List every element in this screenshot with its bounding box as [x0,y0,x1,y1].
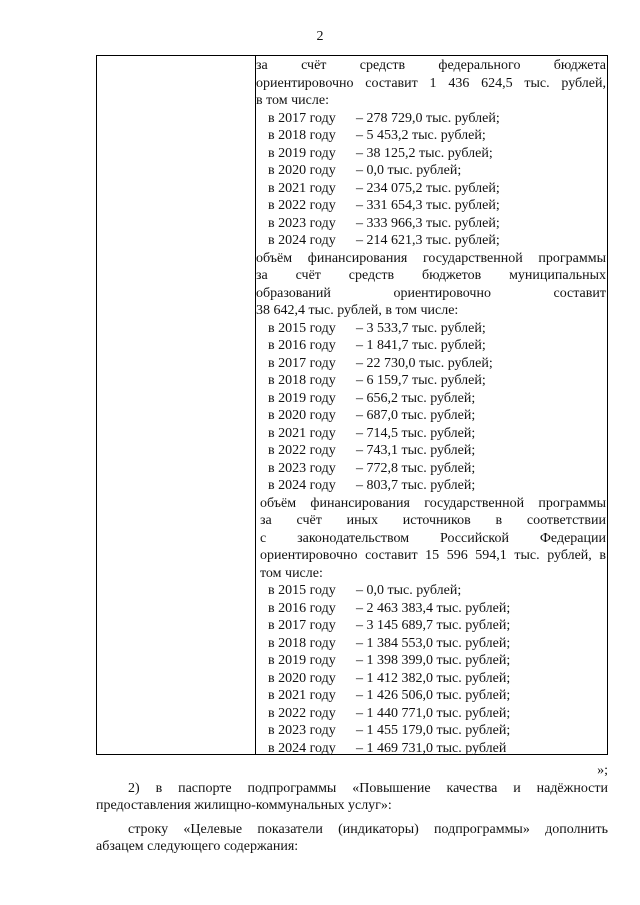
year-amount: – 1 440 771,0 тыс. рублей; [356,705,511,721]
funding-year-row [256,442,606,460]
funding-year-row [256,232,606,250]
year-label: в 2016 году [268,600,336,616]
year-label: в 2022 году [268,443,336,458]
other-year-list [256,582,606,757]
funding-year-row [256,162,606,180]
paragraph2-line-1: строку «Целевые показатели (индикаторы) подпрограммы» дополнить [128,822,608,837]
table-right-cell [256,57,606,757]
year-label: в 2017 году [268,110,336,126]
funding-year-row [256,582,606,600]
paragraph2-line-2: абзацем следующего содержания: [96,839,299,854]
funding-year-row [256,320,606,338]
closing-quote: »; [597,763,608,778]
year-amount: – 38 125,2 тыс. рублей; [356,145,493,161]
year-amount: – 656,2 тыс. рублей; [356,390,476,406]
funding-year-row [256,722,606,740]
paragraph-subprogram-passport [96,780,608,814]
year-label: в 2018 году [268,635,336,651]
funding-year-row [256,477,606,495]
year-label: в 2022 году [268,198,336,213]
year-label: в 2020 году [268,408,336,423]
funding-year-row [256,687,606,705]
funding-year-row [256,617,606,635]
year-amount: – 2 463 383,4 тыс. рублей; [356,600,511,616]
year-label: в 2015 году [268,320,336,336]
other-line-1: объём финансирования государственной программы [260,495,606,511]
year-label: в 2021 году [268,688,336,703]
year-amount: – 772,8 тыс. рублей; [356,460,476,476]
year-label: в 2023 году [268,723,336,738]
year-label: в 2024 году [268,478,336,493]
year-label: в 2018 году [268,373,336,388]
federal-line-3: в том числе: [256,93,329,108]
year-amount: – 5 453,2 тыс. рублей; [356,128,486,143]
federal-line-1: за счёт средств федерального бюджета [256,58,606,73]
funding-year-row [256,110,606,128]
funding-year-row [256,460,606,478]
municipal-line-2: за счёт средств бюджетов муниципальных [256,268,606,283]
year-amount: – 0,0 тыс. рублей; [356,583,462,598]
other-funding-block [256,495,606,583]
year-label: в 2017 году [268,355,336,371]
year-amount: – 3 145 689,7 тыс. рублей; [356,618,511,633]
funding-year-row [256,127,606,145]
municipal-line-3: образований ориентировочно составит [256,285,606,301]
funding-year-row [256,740,606,758]
year-label: в 2020 году [268,163,336,178]
other-line-2: за счёт иных источников в соответствии [260,513,606,528]
year-amount: – 278 729,0 тыс. рублей; [356,110,500,126]
year-label: в 2019 году [268,390,336,406]
paragraph1-line-2: предоставления жилищно-коммунальных услуг»: [96,798,392,813]
year-amount: – 0,0 тыс. рублей; [356,163,462,178]
other-line-5: том числе: [260,565,323,581]
funding-year-row [256,355,606,373]
year-label: в 2016 году [268,338,336,353]
year-label: в 2022 году [268,705,336,721]
year-label: в 2021 году [268,425,336,441]
other-line-3: с законодательством Российской Федерации [260,530,606,546]
year-amount: – 22 730,0 тыс. рублей; [356,355,493,371]
year-amount: – 1 841,7 тыс. рублей; [356,338,486,353]
year-amount: – 687,0 тыс. рублей; [356,408,476,423]
page-number: 2 [316,29,324,44]
funding-year-row [256,635,606,653]
federal-line-2: ориентировочно составит 1 436 624,5 тыс. рублей, [256,75,606,91]
funding-year-row [256,600,606,618]
paragraph1-line-1: 2) в паспорте подпрограммы «Повышение качества и надёжности [128,781,608,796]
year-label: в 2017 году [268,618,336,633]
other-line-4: ориентировочно составит 15 596 594,1 тыс. рублей, в [260,548,606,563]
funding-year-row [256,425,606,443]
year-amount: – 331 654,3 тыс. рублей; [356,198,500,213]
year-label: в 2023 году [268,460,336,476]
funding-year-row [256,705,606,723]
year-amount: – 6 159,7 тыс. рублей; [356,373,486,388]
paragraph-target-indicators [96,821,608,855]
year-amount: – 214 621,3 тыс. рублей; [356,233,500,248]
year-label: в 2015 году [268,583,336,598]
year-label: в 2024 году [268,740,336,756]
year-label: в 2021 году [268,180,336,196]
year-amount: – 1 398 399,0 тыс. рублей; [356,653,511,668]
funding-year-row [256,390,606,408]
year-amount: – 1 426 506,0 тыс. рублей; [356,688,511,703]
year-amount: – 1 455 179,0 тыс. рублей; [356,723,511,738]
municipal-funding-block [256,250,606,495]
year-amount: – 714,5 тыс. рублей; [356,425,476,441]
federal-funding-block [256,57,606,250]
year-amount: – 1 469 731,0 тыс. рублей [356,740,507,756]
funding-year-row [256,145,606,163]
year-amount: – 743,1 тыс. рублей; [356,443,476,458]
year-label: в 2023 году [268,215,336,231]
year-amount: – 234 075,2 тыс. рублей; [356,180,500,196]
funding-year-row [256,337,606,355]
year-label: в 2018 году [268,128,336,143]
year-amount: – 3 533,7 тыс. рублей; [356,320,486,336]
municipal-line-1: объём финансирования государственной программы [256,250,606,266]
year-amount: – 333 966,3 тыс. рублей; [356,215,500,231]
funding-year-row [256,180,606,198]
municipal-year-list [256,320,606,495]
federal-year-list [256,110,606,250]
funding-year-row [256,197,606,215]
funding-year-row [256,652,606,670]
year-label: в 2020 году [268,670,336,686]
year-label: в 2024 году [268,233,336,248]
year-amount: – 1 384 553,0 тыс. рублей; [356,635,511,651]
year-label: в 2019 году [268,653,336,668]
municipal-line-4: 38 642,4 тыс. рублей, в том числе: [256,303,459,318]
funding-year-row [256,215,606,233]
year-amount: – 803,7 тыс. рублей; [356,478,476,493]
year-label: в 2019 году [268,145,336,161]
funding-year-row [256,670,606,688]
funding-year-row [256,407,606,425]
year-amount: – 1 412 382,0 тыс. рублей; [356,670,511,686]
funding-year-row [256,372,606,390]
